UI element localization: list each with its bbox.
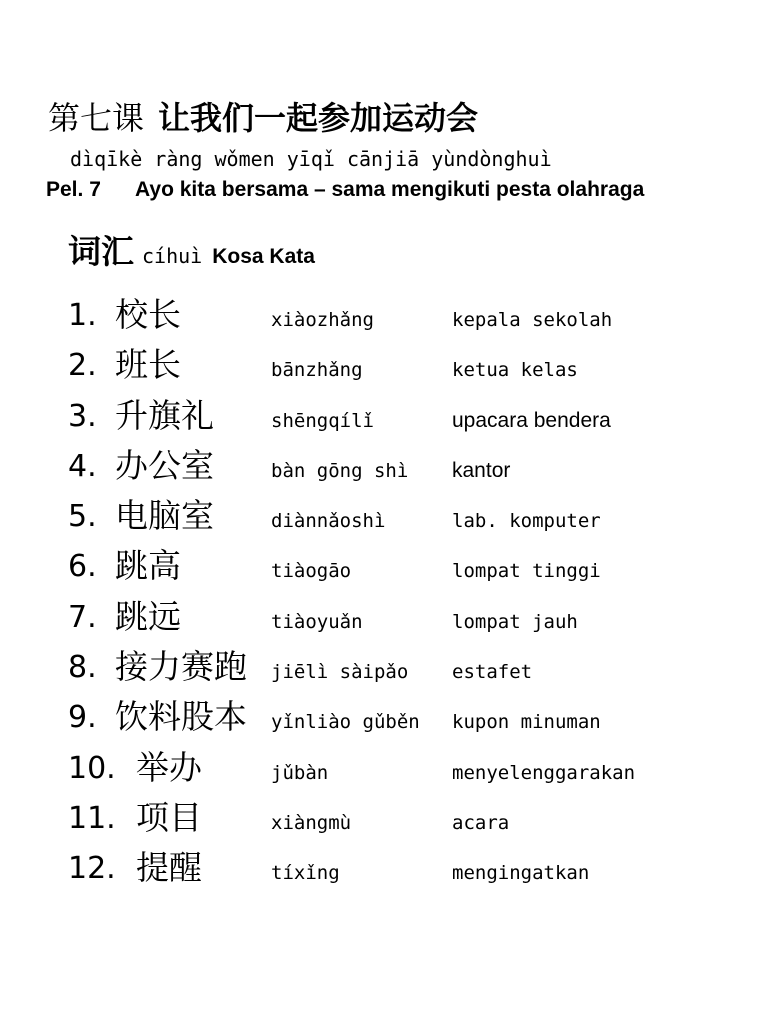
vocab-pinyin: bānzhǎng [271, 359, 363, 382]
vocab-hanzi: 跳高 [115, 546, 181, 586]
vocab-row [68, 745, 758, 795]
vocab-meaning: lab. komputer [452, 510, 601, 533]
vocab-pinyin: xiàngmù [271, 811, 352, 834]
vocab-row [68, 594, 758, 644]
vocab-number: 7. [68, 599, 97, 635]
vocabulary-heading-id: Kosa Kata [212, 245, 315, 268]
vocab-row [68, 292, 758, 342]
vocab-number: 4. [68, 448, 97, 484]
vocab-meaning: lompat jauh [452, 610, 578, 633]
vocab-row [68, 493, 758, 543]
vocab-meaning: lompat tinggi [452, 560, 601, 583]
vocab-meaning: kupon minuman [452, 711, 601, 734]
vocab-row [68, 543, 758, 593]
vocab-meaning: kantor [452, 458, 511, 482]
vocab-pinyin: jǔbàn [271, 761, 329, 784]
vocabulary-heading [68, 230, 315, 281]
lesson-title-pinyin: dìqīkè ràng wǒmen yīqǐ cānjiā yùndònghuì [70, 147, 552, 171]
vocab-pinyin: shēngqílǐ [271, 409, 374, 432]
vocab-meaning: estafet [452, 661, 533, 684]
vocab-row [68, 443, 758, 493]
lesson-title-id: Ayo kita bersama – sama mengikuti pesta olahraga [135, 178, 645, 201]
vocab-hanzi: 跳远 [115, 596, 181, 636]
vocab-hanzi: 电脑室 [115, 496, 214, 536]
vocabulary-heading-zh: 词汇 [68, 232, 134, 271]
vocab-number: 8. [68, 650, 97, 686]
vocab-row [68, 393, 758, 443]
vocab-hanzi: 提醒 [136, 848, 202, 888]
vocab-number: 9. [68, 700, 97, 736]
vocab-meaning: ketua kelas [452, 359, 578, 382]
vocab-hanzi: 饮料股本 [115, 697, 247, 737]
vocab-hanzi: 办公室 [115, 445, 214, 485]
vocab-pinyin: xiàozhǎng [271, 309, 374, 331]
vocab-hanzi: 举办 [136, 747, 202, 787]
vocab-number: 10. [68, 750, 116, 786]
vocabulary-list [68, 292, 758, 896]
lesson-title-zh: 让我们一起参加运动会 [158, 99, 479, 137]
vocab-hanzi: 接力赛跑 [115, 647, 247, 687]
vocab-pinyin: tíxǐng [271, 862, 340, 885]
vocab-pinyin: diànnǎoshì [271, 510, 386, 533]
vocab-meaning: acara [452, 811, 510, 834]
vocab-pinyin: tiàogāo [271, 560, 352, 583]
vocab-meaning: mengingatkan [452, 862, 590, 885]
vocab-number: 6. [68, 549, 97, 585]
vocab-meaning: menyelenggarakan [452, 761, 636, 784]
vocab-number: 2. [68, 348, 97, 384]
lesson-number-id: Pel. 7 [46, 178, 101, 201]
vocab-hanzi: 升旗礼 [115, 395, 214, 435]
vocab-hanzi: 校长 [115, 295, 181, 334]
vocabulary-heading-pinyin: cíhuì [142, 244, 203, 268]
vocab-row [68, 795, 758, 845]
vocab-number: 5. [68, 499, 97, 535]
vocab-meaning: kepala sekolah [452, 309, 613, 331]
vocab-row [68, 694, 758, 744]
vocab-pinyin: jiēlì sàipǎo [271, 661, 409, 684]
lesson-title-translation [46, 178, 644, 202]
vocab-number: 1. [68, 298, 97, 333]
vocab-pinyin: tiàoyuǎn [271, 610, 363, 633]
lesson-title [48, 96, 478, 147]
vocab-number: 12. [68, 851, 116, 887]
lesson-number-zh: 第七课 [48, 99, 145, 137]
vocab-hanzi: 班长 [115, 345, 181, 385]
vocab-row [68, 342, 758, 392]
vocab-number: 11. [68, 800, 116, 836]
vocab-hanzi: 项目 [136, 797, 202, 837]
vocab-pinyin: bàn gōng shì [271, 459, 409, 482]
vocab-row [68, 845, 758, 895]
vocab-row [68, 644, 758, 694]
vocab-pinyin: yǐnliào gǔběn [271, 711, 420, 734]
vocab-meaning: upacara bendera [452, 408, 611, 432]
vocab-number: 3. [68, 398, 97, 434]
